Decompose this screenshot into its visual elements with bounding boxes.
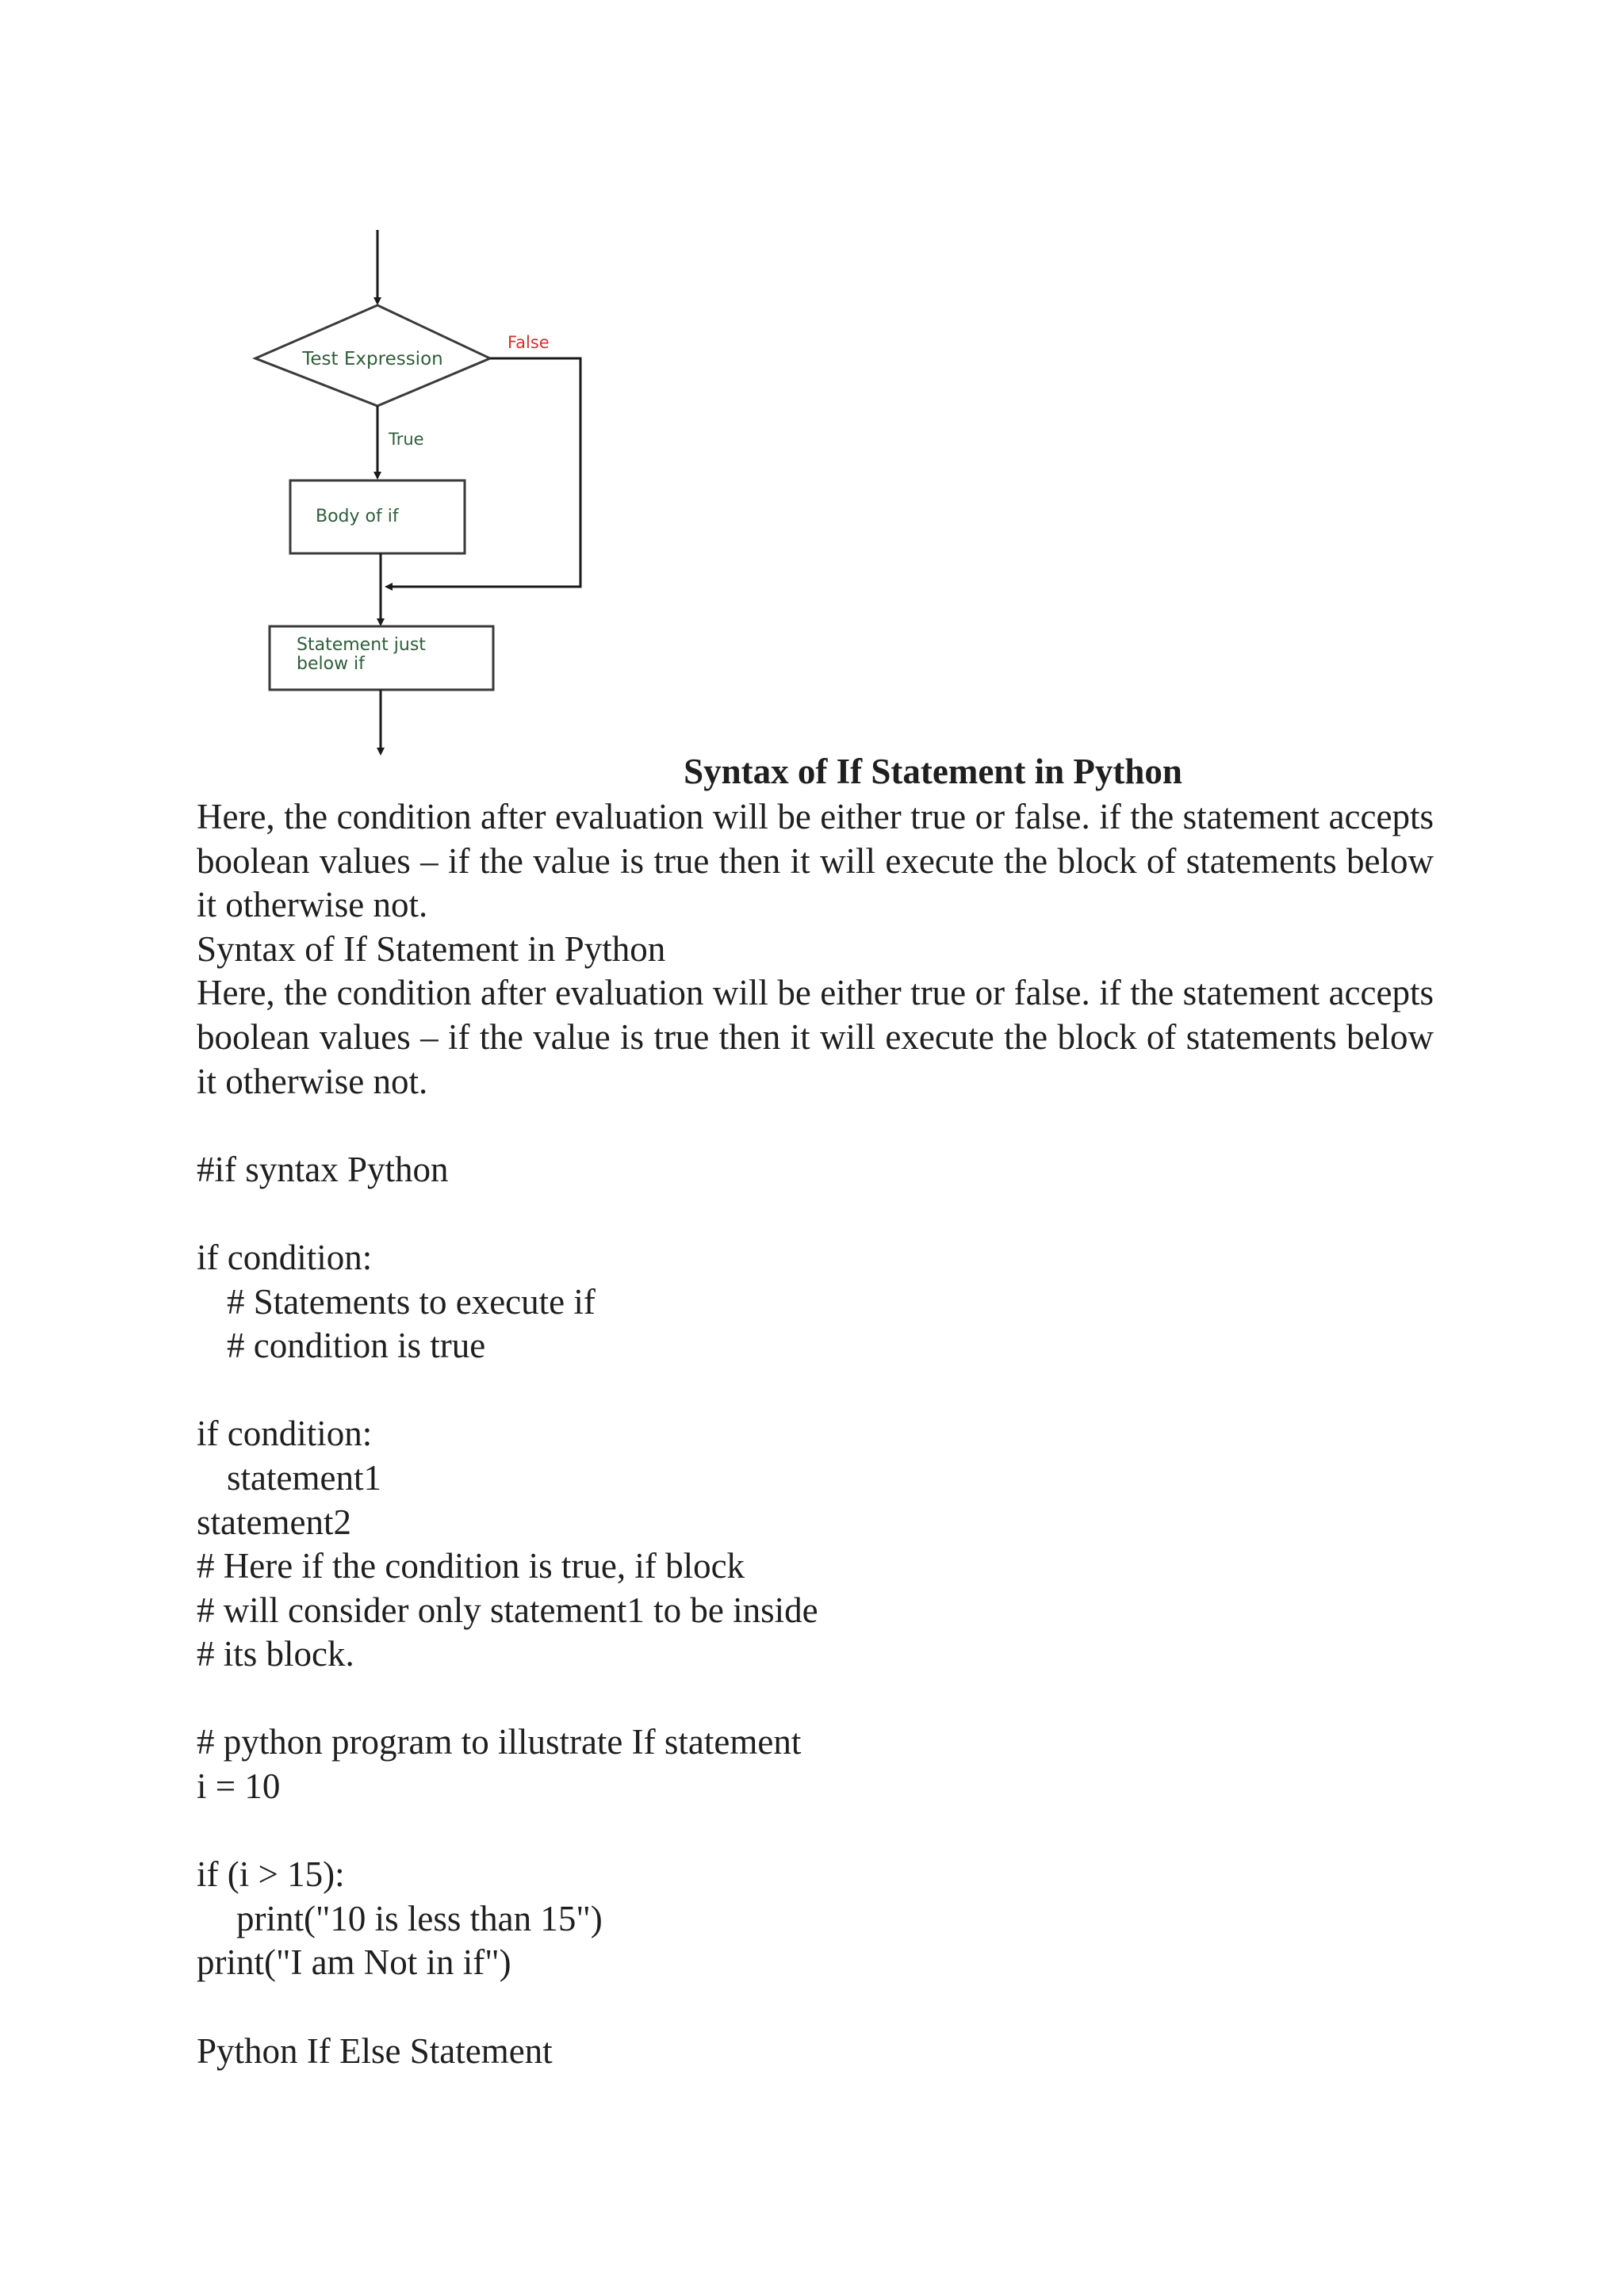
statement-below-label-line2: below if [297,654,365,674]
code-line: statement2 [197,1502,351,1542]
code-line: if condition: [197,1414,373,1454]
code-line: # will consider only statement1 to be inside [197,1590,818,1630]
code-line: # python program to illustrate If statement [197,1722,802,1762]
code-block-example [197,1720,1434,1985]
if-flowchart [238,222,603,761]
code-line [197,1192,1434,1236]
subheading: Syntax of If Statement in Python [197,928,666,969]
code-line: print("I am Not in if") [197,1942,511,1983]
code-line: # Here if the condition is true, if block [197,1546,745,1586]
flowchart-svg [238,222,603,761]
code-line: if (i > 15): [197,1854,345,1895]
body-of-if-label: Body of if [316,507,399,526]
code-block-syntax [197,1148,1434,1368]
code-line: # Statements to execute if [227,1281,596,1322]
paragraph-2: Here, the condition after evaluation will be either true or false. if the statement accepts boolean values – if the value is true then it will execute the block of statements below it otherwise not. [197,973,1434,1101]
code-line: i = 10 [197,1766,281,1807]
closing-heading: Python If Else Statement [197,2030,553,2071]
blank-line [197,1104,1434,1148]
code-line: print("10 is less than 15") [236,1898,603,1938]
statement-below-label-line1: Statement just [297,635,426,655]
false-label: False [508,333,550,352]
blank-line [197,1677,1434,1721]
blank-line [197,1368,1434,1413]
heading-syntax-if: Syntax of If Statement in Python [684,752,1182,791]
code-line: # its block. [197,1634,354,1674]
blank-line [197,1985,1434,2030]
code-line: statement1 [227,1457,381,1498]
document-body [197,795,1434,2073]
code-line [197,1809,1434,1854]
code-line: # condition is true [227,1326,486,1366]
test-expression-label: Test Expression [302,349,443,369]
code-block-indentation [197,1412,1434,1677]
code-line: if condition: [197,1237,373,1277]
code-line: #if syntax Python [197,1149,449,1189]
paragraph-1: Here, the condition after evaluation will be either true or false. if the statement accepts boolean values – if the value is true then it will execute the block of statements below it otherwise not. [197,797,1434,925]
true-label: True [389,430,424,449]
